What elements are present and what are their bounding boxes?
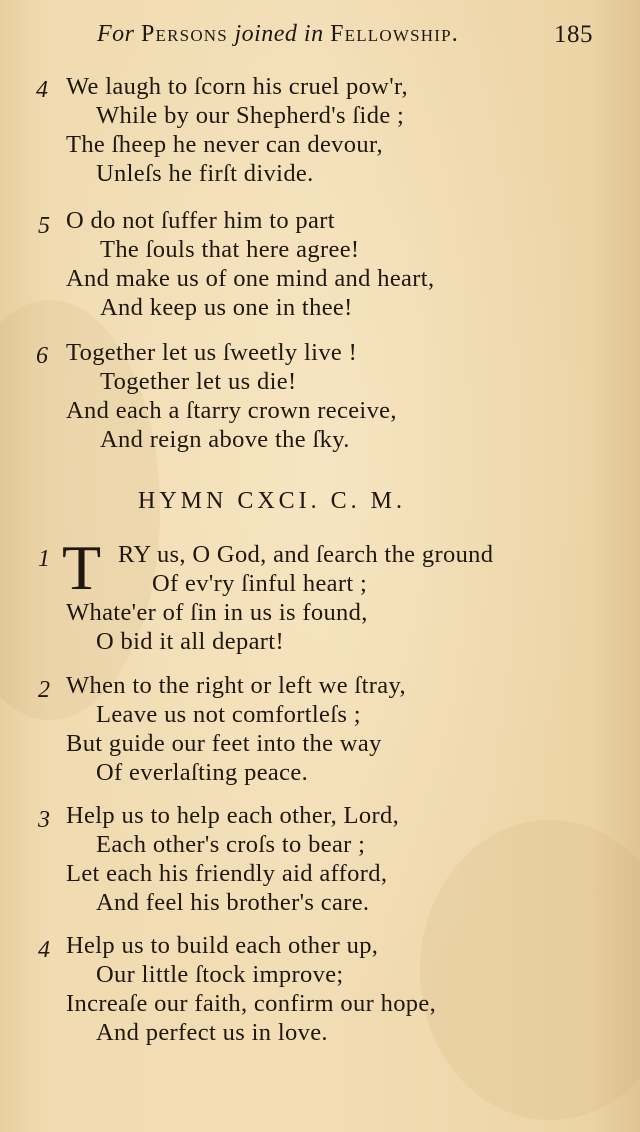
verse-line: RY us, O God, and ſearch the ground bbox=[118, 541, 494, 568]
verse-line: We laugh to ſcorn his cruel pow'r, bbox=[66, 73, 408, 100]
header-fellowship: Fellowship. bbox=[330, 21, 459, 47]
verse-line: Let each his friendly aid afford, bbox=[66, 860, 388, 887]
drop-cap: T bbox=[62, 532, 102, 603]
verse-line: While by our Shepherd's ſide ; bbox=[96, 102, 405, 129]
verse-line: Of ev'ry ſinful heart ; bbox=[152, 570, 368, 597]
stanza-number: 5 bbox=[38, 213, 50, 239]
verse-line: And each a ſtarry crown receive, bbox=[66, 397, 397, 424]
header-for: For bbox=[97, 21, 135, 47]
stanza-number: 6 bbox=[36, 343, 48, 369]
paper-stain bbox=[420, 820, 640, 1120]
stanza-number: 2 bbox=[38, 677, 50, 703]
verse-line: Our little ſtock improve; bbox=[96, 961, 344, 988]
hymn-title: HYMN CXCI. C. M. bbox=[138, 488, 407, 514]
verse-line: But guide our feet into the way bbox=[66, 730, 382, 757]
running-header bbox=[97, 21, 593, 53]
verse-line: When to the right or left we ſtray, bbox=[66, 672, 406, 699]
verse-line: The ſheep he never can devour, bbox=[66, 131, 383, 158]
verse-line: Each other's croſs to bear ; bbox=[96, 831, 366, 858]
verse-line: And reign above the ſky. bbox=[100, 426, 350, 453]
verse-line: And feel his brother's care. bbox=[96, 889, 370, 916]
verse-line: Help us to build each other up, bbox=[66, 932, 379, 959]
verse-line: And make us of one mind and heart, bbox=[66, 265, 435, 292]
stanza-number: 4 bbox=[38, 937, 50, 963]
verse-line: Together let us ſweetly live ! bbox=[66, 339, 358, 366]
page-number: 185 bbox=[554, 21, 593, 48]
verse-line: Together let us die! bbox=[100, 368, 297, 395]
verse-line: And perfect us in love. bbox=[96, 1019, 328, 1046]
verse-line: Unleſs he firſt divide. bbox=[96, 160, 314, 187]
verse-line: The ſouls that here agree! bbox=[100, 236, 360, 263]
stanza-number: 4 bbox=[36, 77, 48, 103]
header-joined-in: joined in bbox=[234, 21, 324, 47]
verse-line: And keep us one in thee! bbox=[100, 294, 353, 321]
stanza-number: 3 bbox=[38, 807, 50, 833]
verse-line: Help us to help each other, Lord, bbox=[66, 802, 400, 829]
verse-line: Increaſe our faith, confirm our hope, bbox=[66, 990, 437, 1017]
header-persons: Persons bbox=[141, 21, 228, 47]
verse-line: O do not ſuffer him to part bbox=[66, 207, 335, 234]
verse-line: Leave us not comfortleſs ; bbox=[96, 701, 361, 728]
verse-line: Of everlaſting peace. bbox=[96, 759, 309, 786]
verse-line: O bid it all depart! bbox=[96, 628, 284, 655]
verse-line: Whate'er of ſin in us is found, bbox=[66, 599, 368, 626]
stanza-number: 1 bbox=[38, 546, 50, 572]
